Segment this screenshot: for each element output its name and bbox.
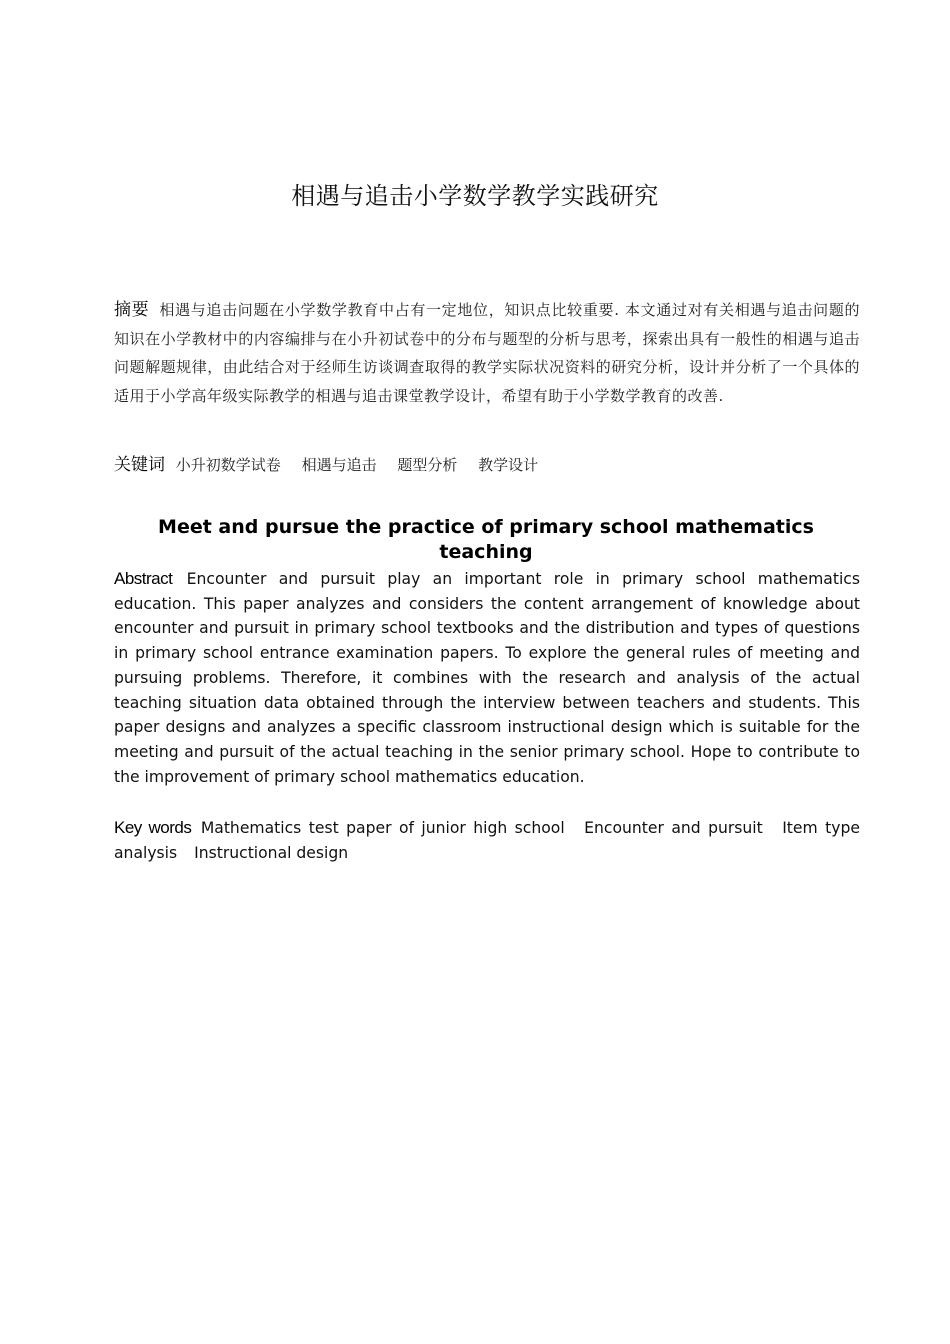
chinese-keyword: 题型分析 (397, 456, 458, 474)
english-abstract (114, 567, 860, 789)
english-keyword: Item type analysis (114, 819, 860, 862)
english-keyword: Instructional design (194, 843, 349, 862)
english-keywords-label: Key words (114, 818, 192, 837)
chinese-title: 相遇与追击小学数学教学实践研究 (291, 182, 659, 210)
chinese-abstract-text: 相遇与追击问题在小学数学教育中占有一定地位，知识点比较重要. 本文通过对有关相遇与追击问题的知识在小学教材中的内容编排与在小升初试卷中的分布与题型的分析与思考，探索出具有一般性的相遇与追击问题解题规律，由此结合对于经师生访谈调查取得的教学实际状况资料的研究分析，设计并分析了一个具体的适用于小学高年级实际教学的相遇与追击课堂教学设计，希望有助于小学数学教育的改善. (114, 301, 861, 405)
english-keyword: Encounter and pursuit (584, 819, 763, 837)
english-abstract-label: Abstract (114, 569, 173, 588)
chinese-keyword: 小升初数学试卷 (175, 456, 281, 474)
english-keywords (114, 816, 860, 865)
chinese-keywords-label: 关键词 (114, 455, 165, 475)
chinese-abstract-label: 摘要 (114, 300, 150, 320)
chinese-keyword: 教学设计 (478, 456, 539, 474)
english-keyword: Mathematics test paper of junior high school (200, 819, 565, 837)
chinese-keywords (114, 452, 860, 478)
english-title: Meet and pursue the practice of primary school mathematics teaching (158, 516, 814, 563)
chinese-keyword: 相遇与追击 (301, 456, 377, 474)
english-abstract-text: Encounter and pursuit play an important role in primary school mathematics education. This paper analyzes and considers the content arrangement of knowledge about encounter and pursuit in primary school textbooks and the distribution and types of questions in primary school entrance examination papers. To explore the general rules of meeting and pursuing problems. Therefore, it combines with the research and analysis of the actual teaching situation data obtained through the interview between teachers and students. This paper designs and analyzes a specific classroom instructional design which is suitable for the meeting and pursuit of the actual teaching in the senior primary school. Hope to contribute to the improvement of primary school mathematics education. (114, 570, 860, 786)
chinese-abstract (114, 296, 860, 410)
